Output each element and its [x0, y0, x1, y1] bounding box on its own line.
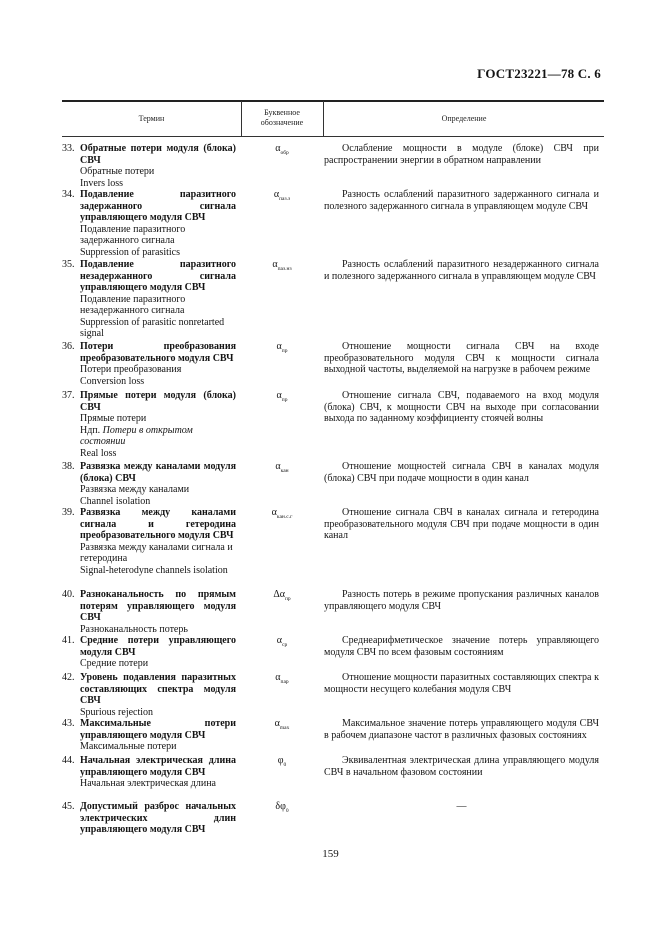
term-synonym: Начальная электрическая длина: [80, 778, 216, 789]
definition-cell: [324, 189, 599, 212]
table-header-rule: [62, 136, 604, 137]
term-synonym: Прямые потери: [80, 413, 147, 424]
term-title: Средние потери управляющего модуля СВЧ: [80, 635, 236, 658]
symbol-subscript: пр: [284, 596, 291, 602]
term-synonym: Средние потери: [80, 658, 149, 669]
term-cell: [80, 755, 236, 790]
definition-text: Отношение мощности сигнала СВЧ на входе преобразовательного модуля СВЧ к мощности сигнала выходной частоты, выделяемой на нагрузке в рабочем режиме: [324, 341, 599, 375]
symbol-base: α: [274, 718, 280, 729]
letter-symbol: [241, 718, 323, 735]
definition-text: Отношение сигнала СВЧ в каналах сигнала и гетеродина преобразовательного модуля СВЧ при подаче мощности в один канал: [324, 507, 599, 541]
row-number: 40.: [62, 589, 75, 600]
symbol-base: α: [273, 189, 280, 200]
page-header: ГОСТ23221—78 С. 6: [477, 66, 601, 81]
symbol-base: φ: [277, 755, 284, 766]
symbol-base: α: [276, 390, 282, 401]
term-cell: [80, 461, 236, 507]
definition-text: Отношение мощности паразитных составляющих спектра к мощности несущего колебания модуля СВЧ: [324, 672, 599, 695]
term-synonym: Разноканальность потерь: [80, 623, 188, 635]
term-cell: [80, 589, 236, 635]
symbol-base: α: [276, 635, 283, 646]
row-number: 34.: [62, 189, 75, 200]
letter-symbol: [241, 259, 323, 276]
symbol-base: α: [275, 461, 281, 472]
term-cell: [80, 672, 236, 718]
term-title: Максимальные потери управляющего модуля СВЧ: [80, 718, 236, 741]
page-number: 159: [322, 848, 339, 860]
definition-text: Разность ослаблений паразитного задержанного сигнала и полезного задержанного сигнала в управляющем модуле СВЧ: [324, 189, 599, 212]
symbol-base: α: [275, 672, 281, 683]
letter-symbol: [241, 589, 323, 606]
term-cell: [80, 259, 236, 340]
term-synonym: Channel isolation: [80, 495, 151, 507]
letter-symbol: [241, 672, 323, 689]
symbol-subscript: max: [279, 725, 290, 731]
symbol-subscript: 0: [283, 762, 287, 768]
term-synonym: Suppression of parasitics: [80, 246, 180, 258]
term-cell: [80, 341, 236, 387]
letter-symbol: [241, 635, 323, 652]
symbol-base: α: [272, 259, 278, 270]
definition-text: Ослабление мощности в модуле (блоке) СВЧ при распространении энергии в обратном направлении: [324, 143, 599, 166]
column-header-symbol: Буквенное обозначение: [260, 108, 304, 127]
symbol-base: δφ: [275, 801, 286, 812]
definition-cell: [324, 589, 599, 612]
definition-text: Максимальное значение потерь управляющего модуля СВЧ в рабочем диапазоне частот в различных фазовых состояниях: [324, 718, 599, 741]
letter-symbol: [241, 801, 323, 818]
term-title: Начальная электрическая длина управляющего модуля СВЧ: [80, 755, 236, 778]
term-cell: [80, 507, 236, 576]
letter-symbol: [241, 143, 323, 160]
term-synonym: Развязка между каналами сигнала и гетеродина: [80, 541, 233, 564]
definition-text: Отношение сигнала СВЧ, подаваемого на вход модуля (блока) СВЧ, к мощности СВЧ на выходе при согласовании выхода по заданному коэффициенту стоячей волны: [324, 390, 599, 424]
term-cell: [80, 143, 236, 189]
column-divider: [241, 101, 242, 136]
symbol-subscript: 0: [285, 808, 289, 814]
note-text: Потери в открытом состоянии: [80, 424, 193, 447]
symbol-subscript: пар: [280, 679, 289, 685]
symbol-subscript: обр: [280, 150, 289, 156]
symbol-subscript: кан: [280, 468, 289, 474]
term-cell: [80, 718, 236, 753]
term-title: Развязка между каналами сигнала и гетеродина преобразовательного модуля СВЧ: [80, 507, 236, 541]
definition-text: —: [456, 801, 467, 812]
definition-cell: [324, 259, 599, 282]
definition-cell: [324, 672, 599, 695]
term-synonym: Signal-heterodyne channels isolation: [80, 564, 228, 576]
term-title: Развязка между каналами модуля (блока) СВЧ: [80, 461, 236, 484]
term-synonym: Conversion loss: [80, 375, 145, 387]
symbol-subscript: паз.з: [279, 196, 291, 202]
definition-cell: [324, 718, 599, 741]
definition-text: Разность ослаблений паразитного незадержанного сигнала и полезного задержанного сигнала в управляющем модуле СВЧ: [324, 259, 599, 282]
row-number: 33.: [62, 143, 75, 154]
definition-cell: [324, 801, 599, 813]
letter-symbol: [241, 341, 323, 358]
term-title: Потери преобразования преобразовательного модуля СВЧ: [80, 341, 236, 364]
term-title: Разноканальность по прямым потерям управляющего модуля СВЧ: [80, 589, 236, 623]
definition-text: Разность потерь в режиме пропускания различных каналов управляющего модуля СВЧ: [324, 589, 599, 612]
term-cell: [80, 390, 236, 459]
symbol-subscript: пр: [281, 348, 288, 354]
row-number: 38.: [62, 461, 75, 472]
letter-symbol: [241, 461, 323, 478]
row-number: 45.: [62, 801, 75, 812]
definition-cell: [324, 390, 599, 425]
definition-text: Эквивалентная электрическая длина управляющего модуля СВЧ в начальном фазовом состоянии: [324, 755, 599, 778]
definition-cell: [324, 341, 599, 376]
term-synonym: Развязка между каналами: [80, 484, 190, 495]
definition-text: Отношение мощностей сигнала СВЧ в каналах модуля (блока) СВЧ при подаче мощности в один канал: [324, 461, 599, 484]
definition-text: Среднеарифметическое значение потерь управляющего модуля СВЧ по всем фазовым состояниям: [324, 635, 599, 658]
term-synonym: Suppression of parasitic nonretarted signal: [80, 316, 225, 339]
letter-symbol: [241, 507, 323, 524]
note-label: Ндп.: [80, 424, 101, 436]
term-title: Уровень подавления паразитных составляющих спектра модуля СВЧ: [80, 672, 236, 706]
letter-symbol: [241, 755, 323, 772]
row-number: 43.: [62, 718, 75, 729]
term-title: Допустимый разброс начальных электрических длин управляющего модуля СВЧ: [80, 801, 236, 835]
symbol-subscript: кан.с.г: [276, 514, 293, 520]
term-synonym: Потери преобразования: [80, 364, 182, 375]
definition-cell: [324, 143, 599, 166]
row-number: 39.: [62, 507, 75, 518]
term-cell: [80, 635, 236, 670]
letter-symbol: [241, 390, 323, 407]
term-note: [80, 425, 236, 448]
row-number: 42.: [62, 672, 75, 683]
definition-cell: [324, 635, 599, 658]
term-synonym: Spurious rejection: [80, 706, 154, 718]
column-header-definition: Определение: [441, 114, 487, 123]
symbol-subscript: ср: [282, 642, 288, 648]
term-title: Подавление паразитного незадержанного сигнала управляющего модуля СВЧ: [80, 259, 236, 293]
symbol-subscript: паз.нз: [277, 266, 292, 272]
term-cell: [80, 801, 236, 836]
term-title: Прямые потери модуля (блока) СВЧ: [80, 390, 236, 413]
term-synonym: Обратные потери: [80, 166, 155, 177]
definition-cell: [324, 507, 599, 542]
term-title: Подавление паразитного задержанного сигнала управляющего модуля СВЧ: [80, 189, 236, 223]
row-number: 36.: [62, 341, 75, 352]
definition-cell: [324, 461, 599, 484]
table-top-rule: [62, 100, 604, 102]
letter-symbol: [241, 189, 323, 206]
symbol-base: α: [276, 341, 282, 352]
symbol-base: α: [275, 143, 281, 154]
definition-cell: [324, 755, 599, 778]
symbol-base: α: [271, 507, 277, 518]
symbol-subscript: пр: [281, 397, 288, 403]
term-synonym: Подавление паразитного незадержанного сигнала: [80, 293, 186, 316]
row-number: 44.: [62, 755, 75, 766]
term-synonym: Invers loss: [80, 177, 124, 189]
term-title: Обратные потери модуля (блока) СВЧ: [80, 143, 236, 166]
term-synonym: Real loss: [80, 447, 117, 459]
row-number: 37.: [62, 390, 75, 401]
symbol-base: Δα: [273, 589, 285, 600]
column-header-term: Термин: [138, 114, 165, 123]
term-cell: [80, 189, 236, 258]
term-synonym: Подавление паразитного задержанного сигнала: [80, 223, 186, 246]
term-synonym: Максимальные потери: [80, 741, 177, 752]
row-number: 41.: [62, 635, 75, 646]
row-number: 35.: [62, 259, 75, 270]
